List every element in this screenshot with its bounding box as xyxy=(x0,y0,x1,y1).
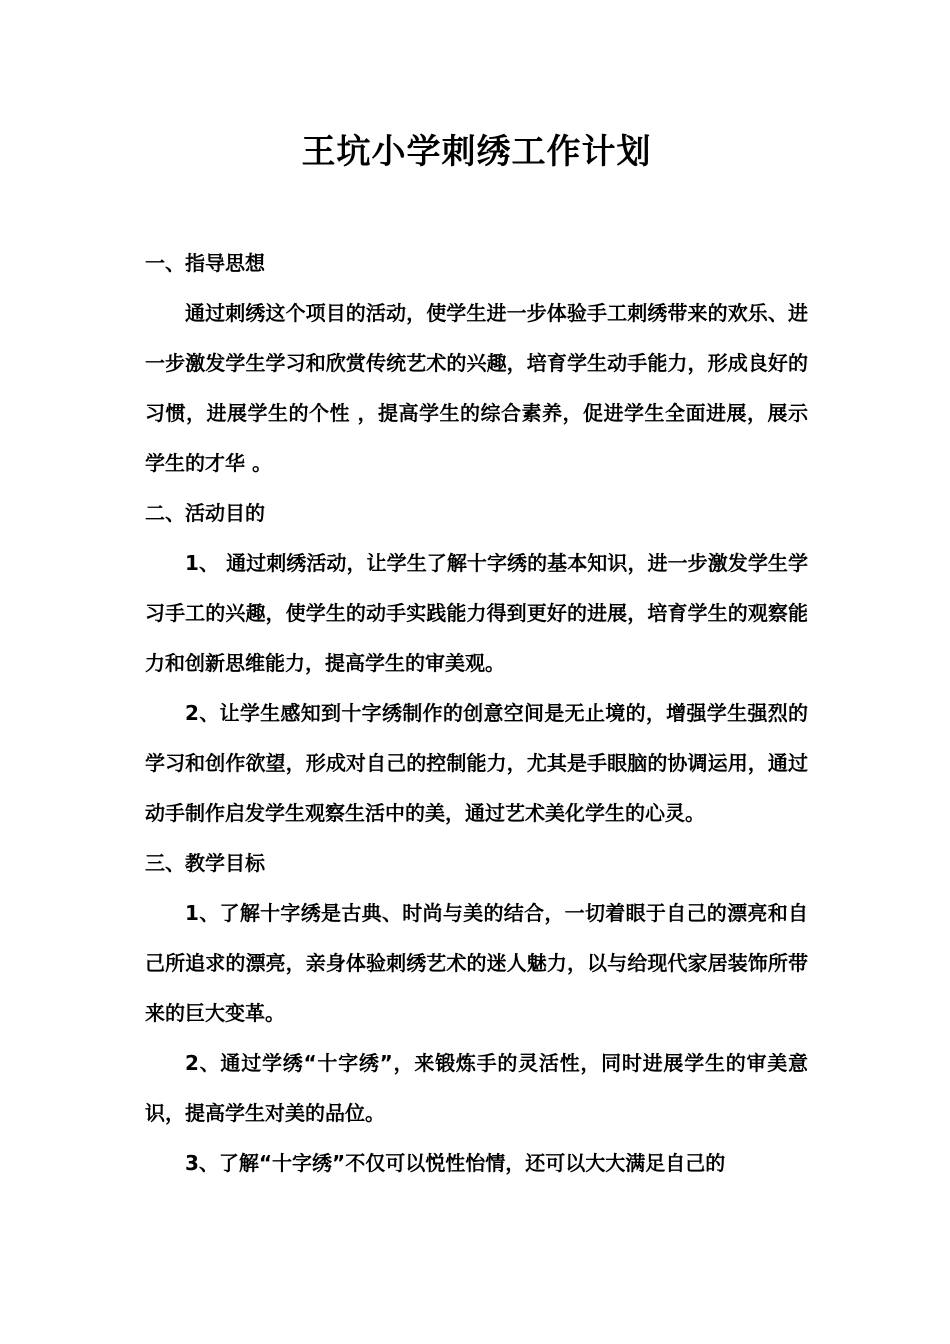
section-guiding-ideology xyxy=(145,238,808,488)
paragraph: 2、通过学绣“十字绣”，来锻炼手的灵活性，同时进展学生的审美意识，提高学生对美的品位。 xyxy=(145,1051,808,1125)
paragraph: 2、让学生感知到十字绣制作的创意空间是无止境的，增强学生强烈的学习和创作欲望，形成对自己的控制能力，尤其是手眼脑的协调运用，通过动手制作启发学生观察生活中的美，通过艺术美化学生的心灵。 xyxy=(145,701,808,825)
section-activity-purpose xyxy=(145,488,808,838)
section-heading: 二、活动目的 xyxy=(145,501,265,525)
section-heading: 三、教学目标 xyxy=(145,851,265,875)
paragraph: 1、了解十字绣是古典、时尚与美的结合，一切着眼于自己的漂亮和自己所追求的漂亮，亲身体验刺绣艺术的迷人魅力，以与给现代家居装饰所带来的巨大变革。 xyxy=(145,901,808,1025)
paragraph: 3、了解“十字绣”不仅可以悦性怡情，还可以大大满足自己的 xyxy=(185,1151,726,1175)
paragraph: 通过刺绣这个项目的活动，使学生进一步体验手工刺绣带来的欢乐、进一步激发学生学习和欣赏传统艺术的兴趣，培育学生动手能力，形成良好的习惯，进展学生的个性 ，提高学生的综合素养，促进学生全面进展，展示学生的才华 。 xyxy=(145,301,808,475)
paragraph: 1、 通过刺绣活动，让学生了解十字绣的基本知识，进一步激发学生学习手工的兴趣，使学生的动手实践能力得到更好的进展，培育学生的观察能力和创新思维能力，提高学生的审美观。 xyxy=(145,551,808,675)
section-teaching-goals xyxy=(145,838,808,1188)
section-heading: 一、指导思想 xyxy=(145,251,265,275)
document-title: 王坑小学刺绣工作计划 xyxy=(301,132,652,172)
